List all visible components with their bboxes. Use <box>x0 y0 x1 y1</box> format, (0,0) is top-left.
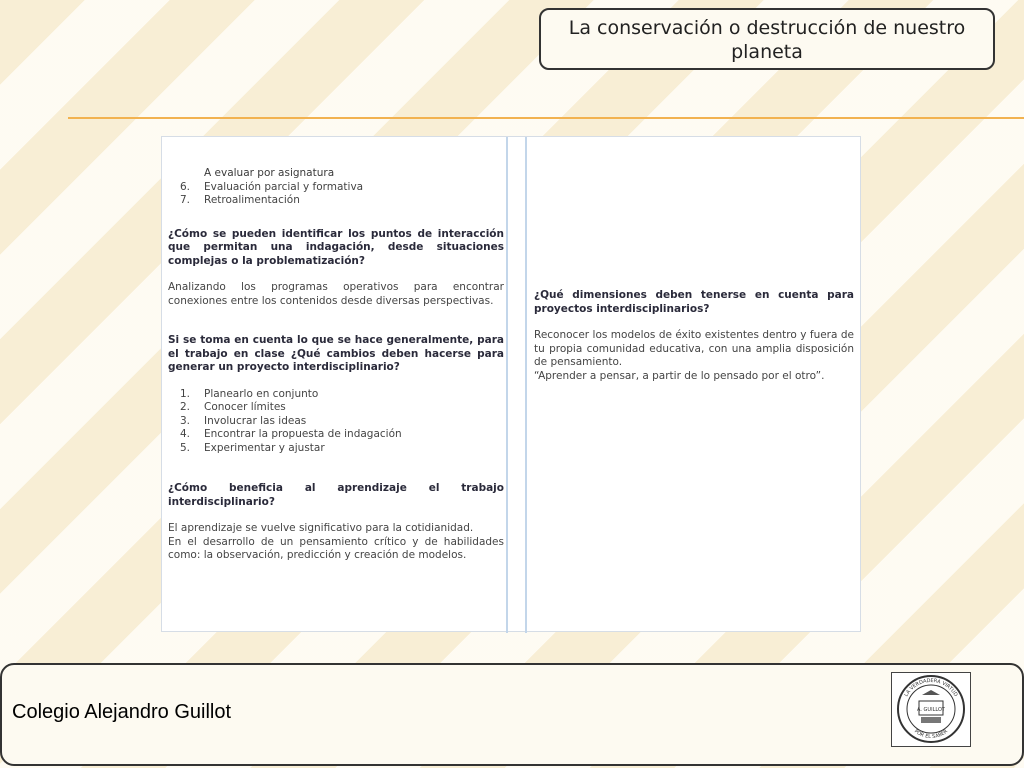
svg-text:POR EL SABER: POR EL SABER <box>913 728 949 741</box>
changes-list <box>168 388 504 456</box>
question-3: ¿Cómo beneficia al aprendizaje el trabajo interdisciplinario? <box>168 482 504 508</box>
question-2: Si se toma en cuenta lo que se hace generalmente, para el trabajo en clase ¿Qué cambios deben hacerse para generar un proyecto interdisciplinario? <box>168 334 504 373</box>
school-seal-icon <box>892 673 970 746</box>
svg-text:A. GUILLOT: A. GUILLOT <box>917 707 945 713</box>
answer-1: Analizando los programas operativos para encontrar conexiones entre los contenidos desde diversas perspectivas. <box>168 281 504 307</box>
answer-3-line2: En el desarrollo de un pensamiento crítico y de habilidades como: la observación, predicción y creación de modelos. <box>168 535 504 561</box>
answer-4: Reconocer los modelos de éxito existentes dentro y fuera de tu propia comunidad educativa, con una amplia disposición de pensamiento. <box>534 329 854 368</box>
school-name: Colegio Alejandro Guillot <box>12 701 232 723</box>
answer-3-line1: El aprendizaje se vuelve significativo para la cotidianidad. <box>168 522 474 534</box>
slide-title-box <box>539 8 995 70</box>
list-item: 4. Encontrar la propuesta de indagación <box>179 428 402 440</box>
question-1: ¿Cómo se pueden identificar los puntos de interacción que permitan una indagación, desde situaciones complejas o la problematización? <box>168 227 504 267</box>
intro-line: A evaluar por asignatura <box>204 167 335 179</box>
column-divider-left <box>506 137 508 633</box>
slide-title-line2: planeta <box>731 41 803 63</box>
school-logo <box>891 672 971 747</box>
list-item: 3. Involucrar las ideas <box>179 414 307 427</box>
quote-text: “Aprender a pensar, a partir de lo pensado por el otro”. <box>534 369 825 382</box>
question-4: ¿Qué dimensiones deben tenerse en cuenta para proyectos interdisciplinarios? <box>534 289 854 315</box>
list-item: 5. Experimentar y ajustar <box>179 441 325 454</box>
list-item: 2. Conocer límites <box>179 401 286 413</box>
list-item: 1. Planearlo en conjunto <box>179 387 319 400</box>
column-divider-right <box>525 137 527 633</box>
slide-title-line1: La conservación o destrucción de nuestro <box>568 17 966 39</box>
list-item: 7. Retroalimentación <box>179 194 300 206</box>
document-image <box>161 136 861 632</box>
list-item: 6. Evaluación parcial y formativa <box>179 180 364 193</box>
document-right-column <box>534 289 854 383</box>
svg-text:LA VERDADERA VIRTUD: LA VERDADERA VIRTUD <box>903 677 959 698</box>
intro-list <box>168 181 504 208</box>
accent-divider <box>68 117 1024 119</box>
document-left-column <box>168 167 504 563</box>
